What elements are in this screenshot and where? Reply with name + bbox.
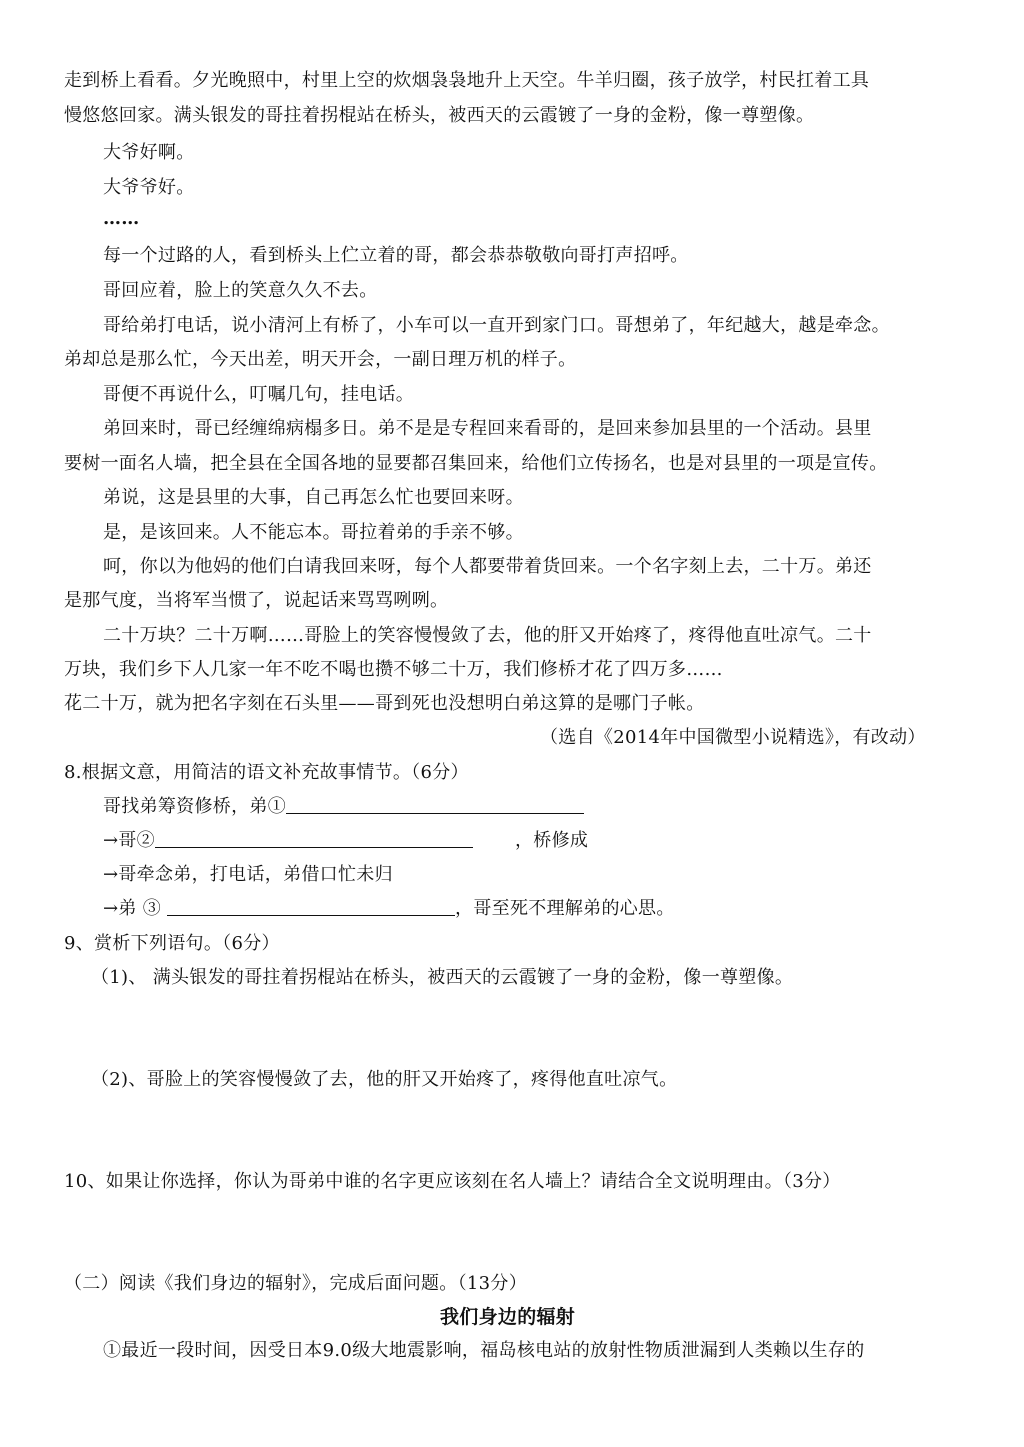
q8-line-4 — [103, 897, 675, 921]
q9-prompt: 9、赏析下列语句。（6分） — [64, 933, 280, 954]
story-line-8: 哥给弟打电话，说小清河上有桥了，小车可以一直开到家门口。哥想弟了，年纪越大，越是牵念。 — [103, 315, 890, 336]
story-line-9: 弟却总是那么忙，今天出差，明天开会，一副日理万机的样子。 — [64, 349, 577, 370]
q8-line-4-suffix: ，哥至死不理解弟的心思。 — [455, 898, 675, 919]
q9-item-2: （2)、哥脸上的笑容慢慢敛了去，他的肝又开始疼了，疼得他直吐凉气。 — [91, 1069, 678, 1090]
story-line-10: 哥便不再说什么，叮嘱几句，挂电话。 — [103, 384, 415, 405]
q9-item-1: （1)、 满头银发的哥拄着拐棍站在桥头，被西天的云霞镀了一身的金粉，像一尊塑像。 — [91, 967, 794, 988]
story-line-1: 走到桥上看看。夕光晚照中，村里上空的炊烟袅袅地升上天空。牛羊归圈，孩子放学，村民扛着工具 — [64, 70, 870, 91]
q8-line-3: →哥牵念弟，打电话，弟借口忙未归 — [103, 864, 393, 885]
story-line-18: 万块，我们乡下人几家一年不吃不喝也攒不够二十万，我们修桥才花了四万多…… — [64, 659, 723, 680]
story-line-4: 大爷爷好。 — [103, 177, 195, 198]
story-line-2: 慢悠悠回家。满头银发的哥拄着拐棍站在桥头，被西天的云霞镀了一身的金粉，像一尊塑像。 — [64, 105, 815, 126]
q8-line-2-prefix: →哥② — [103, 830, 155, 851]
story-line-12: 要树一面名人墙，把全县在全国各地的显要都召集回来，给他们立传扬名，也是对县里的一项是宣传。 — [64, 453, 888, 474]
story-line-11: 弟回来时，哥已经缠绵病榻多日。弟不是是专程回来看哥的，是回来参加县里的一个活动。县里 — [103, 418, 872, 439]
story-line-16: 是那气度，当将军当惯了，说起话来骂骂咧咧。 — [64, 590, 449, 611]
story-ellipsis: …… — [103, 208, 140, 229]
section2-heading: （二）阅读《我们身边的辐射》，完成后面问题。（13分） — [64, 1273, 528, 1294]
q10-prompt: 10、如果让你选择，你认为哥弟中谁的名字更应该刻在名人墙上？请结合全文说明理由。（3分） — [64, 1171, 841, 1192]
article-para-1: ①最近一段时间，因受日本9.0级大地震影响，福岛核电站的放射性物质泄漏到人类赖以生存的 — [103, 1340, 865, 1361]
story-line-19: 花二十万，就为把名字刻在石头里——哥到死也没想明白弟这算的是哪门子帐。 — [64, 693, 705, 714]
story-line-7: 哥回应着，脸上的笑意久久不去。 — [103, 280, 378, 301]
q8-line-4-prefix: →弟 ③ — [103, 898, 162, 919]
story-line-3: 大爷好啊。 — [103, 142, 195, 163]
story-line-14: 是，是该回来。人不能忘本。哥拉着弟的手亲不够。 — [103, 522, 524, 543]
q8-answer-blank-2[interactable] — [155, 829, 473, 848]
q8-line-2 — [103, 829, 588, 853]
q8-line-2-suffix: ，桥修成 — [514, 830, 589, 851]
q8-line-1-text: 哥找弟筹资修桥，弟① — [103, 796, 286, 817]
q8-line-1 — [103, 795, 584, 819]
q8-answer-blank-3[interactable] — [167, 897, 455, 916]
q8-answer-blank-1[interactable] — [286, 795, 584, 814]
story-source: （选自《2014年中国微型小说精选》，有改动） — [540, 727, 926, 748]
story-line-15: 呵，你以为他妈的他们白请我回来呀，每个人都要带着货回来。一个名字刻上去，二十万。弟还 — [103, 556, 872, 577]
story-line-6: 每一个过路的人，看到桥头上伫立着的哥，都会恭恭敬敬向哥打声招呼。 — [103, 245, 689, 266]
q8-prompt: 8.根据文意，用简洁的语文补充故事情节。（6分） — [64, 762, 469, 783]
story-line-13: 弟说，这是县里的大事，自己再怎么忙也要回来呀。 — [103, 487, 524, 508]
story-line-17: 二十万块？二十万啊……哥脸上的笑容慢慢敛了去，他的肝又开始疼了，疼得他直吐凉气。二十 — [103, 625, 872, 646]
article-title: 我们身边的辐射 — [440, 1306, 576, 1328]
